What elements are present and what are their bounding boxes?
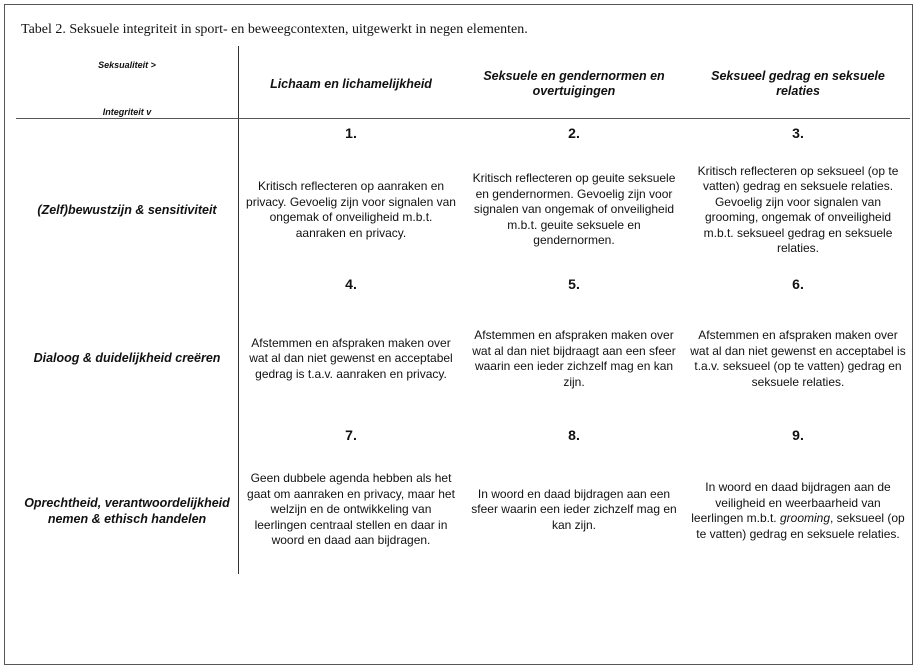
table-caption: Tabel 2. Seksuele integriteit in sport- en beweegcontexten, uitgewerkt in negen elementen. [21, 22, 528, 37]
cell-text: Afstemmen en afspraken maken over wat al dan niet gewenst en acceptabel is t.a.v. seksueel (op te vatten) gedrag en seksuele relaties. [690, 328, 906, 389]
cell-number: 5. [568, 276, 580, 292]
cell-number: 4. [345, 276, 357, 292]
cell-number: 2. [568, 125, 580, 141]
vertical-divider [238, 46, 239, 574]
cell-text-with-emphasis [690, 470, 906, 552]
cell-number: 1. [345, 125, 357, 141]
cell-text: In woord en daad bijdragen aan een sfeer waarin een ieder zichzelf mag en kan zijn. [471, 486, 677, 532]
corner-label-integrity: Integriteit v [102, 107, 152, 117]
corner-label-sexuality: Seksualiteit > [98, 60, 156, 70]
cell-text: Kritisch reflecteren op aanraken en privacy. Gevoelig zijn voor signalen van ongemak of onveiligheid m.b.t. aanraken en privacy. [246, 179, 456, 240]
row-header-sincerity: Oprechtheid, verantwoordelijkheid nemen & ethisch handelen [24, 496, 230, 526]
header-divider [16, 118, 910, 119]
cell-text: Kritisch reflecteren op seksueel (op te vatten) gedrag en seksuele relaties. Gevoelig zijn voor signalen van grooming, ongemak of onveiligheid m.b.t. seksueel gedrag en seksuele relaties. [697, 163, 899, 255]
cell-text: Kritisch reflecteren op geuite seksuele en gendernormen. Gevoelig zijn voor signalen van ongemak of onveiligheid m.b.t. geuite seksuele en gendernormen. [472, 171, 676, 248]
cell-number: 8. [568, 427, 580, 443]
column-header-behaviour: Seksueel gedrag en seksuele relaties [711, 69, 885, 98]
row-header-dialogue: Dialoog & duidelijkheid creëren [33, 351, 221, 365]
cell-number: 6. [792, 276, 804, 292]
row-header-awareness: (Zelf)bewustzijn & sensitiviteit [37, 203, 217, 217]
column-header-norms: Seksuele en gendernormen en overtuigingen [483, 69, 665, 98]
cell-text-emphasis: grooming [779, 511, 831, 525]
cell-text: Geen dubbele agenda hebben als het gaat om aanraken en privacy, maar het welzijn en de ontwikkeling van leerlingen centraal stellen en daar in woord en daad aan bijdragen. [247, 471, 455, 548]
cell-text: Afstemmen en afspraken maken over wat al dan niet bijdraagt aan een sfeer waarin een ieder zichzelf mag en kan zijn. [472, 328, 676, 389]
cell-number: 3. [792, 125, 804, 141]
cell-text: Afstemmen en afspraken maken over wat al dan niet gewenst en acceptabel gedrag is t.a.v. aanraken en privacy. [249, 335, 453, 381]
cell-number: 7. [345, 427, 357, 443]
cell-text-part: In woord en daad bijdragen aan de veiligheid en weerbaarheid van leerlingen m.b.t. [691, 480, 891, 525]
cell-number: 9. [792, 427, 804, 443]
column-header-body: Lichaam en lichamelijkheid [270, 76, 432, 91]
cell-text-part: , seksueel (op te vatten) gedrag en seksuele relaties. [696, 511, 905, 541]
